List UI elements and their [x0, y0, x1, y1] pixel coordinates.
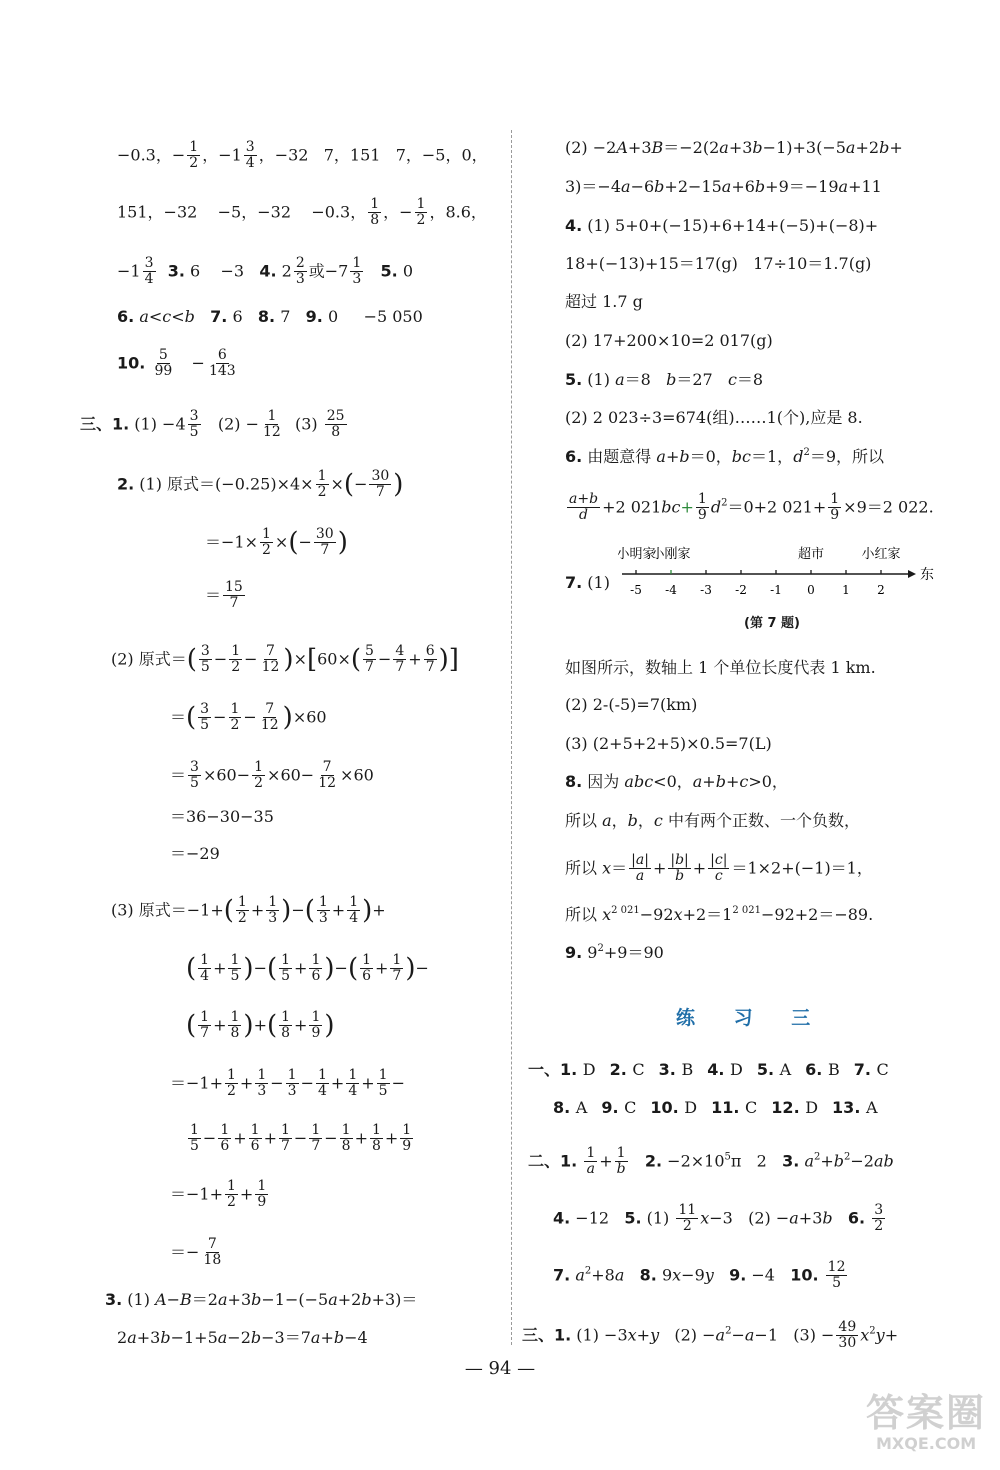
tick-label: -5 [630, 583, 642, 597]
answer-line: ＝−1× $\frac{1}{2}$ ×(− $\frac{30}{7}$ ) [205, 526, 348, 559]
choice-answer: 4. D [707, 1060, 743, 1079]
watermark-url: MXQE.COM [876, 1434, 977, 1453]
answer-line: $\frac{a+b}{d}$ +2 021bc+ $\frac{1}{9}$ $d^2=0+2$ 021+ $\frac{1}{9}$ ×9＝2 022. [569, 491, 934, 524]
choice-answer: 1. D [560, 1060, 596, 1079]
choice-answer: 8. A [553, 1098, 588, 1117]
answer-line: −1 $\frac{3}{4}$ 3. 6 −3 4. 2 $\frac{2}{3}$ 或−7 $\frac{1}{3}$ 5. 0 [117, 255, 414, 288]
choice-answer: 6. B [805, 1060, 840, 1079]
answer-line: 所以 x＝ $\frac{|a|}{a}$ + $\frac{|b|}{b}$ + $\frac{|c|}{c}$ ＝1×2+(−1)＝1， [565, 852, 873, 885]
place-label: 超市 [797, 547, 825, 562]
answer-line: (2) 17+200×10=2 017(g) [565, 331, 773, 350]
answer-line: ＝( $\frac{3}{5}$ − $\frac{1}{2}$ − $\frac{7}{12}$ )×60 [170, 701, 327, 734]
answer-line: 二、1. $\frac{1}{a}$ + $\frac{1}{b}$ 2. $-2\times 10^5\pi$ 2 3. $a^2+b^2-2ab$ [528, 1145, 894, 1178]
answer-line: 6. a<c<b 7. 6 8. 7 9. 0 −5 050 [117, 307, 423, 326]
answer-line: (2) −2A+3B＝−2(2a+3b−1)+3(−5a+2b+ [565, 138, 903, 157]
answer-line: 4. −12 5. (1) $\frac{11}{2}$ x−3 (2) −a+3b 6. $\frac{3}{2}$ [553, 1202, 884, 1235]
answer-line: (2) 2 023÷3=674(组)……1(个),应是 8. [565, 408, 863, 427]
answer-line: 7. (1) [565, 573, 610, 592]
choice-answer: 10. D [650, 1098, 698, 1117]
choice-answer: 11. C [711, 1098, 758, 1117]
section-title: 练 习 三 [676, 1007, 827, 1029]
tick-label: 2 [877, 583, 885, 597]
answer-line: (2) 原式＝( $\frac{3}{5}$ − $\frac{1}{2}$ − $\frac{7}{12}$ )×[60×( $\frac{5}{7}$ − $\frac{4}{7}$ + $\frac{6}{7}$ )] [111, 643, 459, 676]
choice-answer: 2. C [609, 1060, 645, 1079]
watermark-logo: 答案圈 [866, 1391, 987, 1435]
answer-line: 4. (1) 5+0+(−15)+6+14+(−5)+(−8)+ [565, 216, 879, 235]
answer-line: −0.3，− $\frac{1}{2}$ ，−1 $\frac{3}{4}$ ，−32 7，151 7，−5，0， [117, 139, 488, 172]
answer-line: ＝−1+ $\frac{1}{2}$ + $\frac{1}{3}$ − $\frac{1}{3}$ − $\frac{1}{4}$ + $\frac{1}{4}$ + $\frac{1}{5}$ − [170, 1067, 405, 1100]
choice-answer: 9. C [601, 1098, 637, 1117]
answer-line: 6. 由题意得 a+b＝0，bc＝1，$d^2=9$，所以 [565, 447, 884, 466]
answer-line: 所以 $x^{2 021}-92x+2=1^{2 021}-92+2=-89$. [565, 905, 874, 924]
answer-line: 三、1. (1) −4 $\frac{3}{5}$ (2) − $\frac{1}{12}$ (3) $\frac{25}{8}$ [80, 408, 345, 441]
answer-line: ( $\frac{1}{4}$ + $\frac{1}{5}$ )−( $\frac{1}{5}$ + $\frac{1}{6}$ )−( $\frac{1}{6}$ + $\frac{1}{7}$ )− [186, 952, 429, 985]
answer-line: 2. (1) 原式＝(−0.25)×4× $\frac{1}{2}$ ×(− $\frac{30}{7}$ ) [117, 468, 404, 501]
tick-label: -2 [735, 583, 747, 597]
number-line [618, 542, 948, 612]
direction-label: 东 [920, 567, 934, 583]
answer-line: 三、1. (1) −3x+y $(2) -a^2-a-1$ (3) − $\frac{49}{30}$ $x^2y+$ [522, 1319, 899, 1352]
answer-line: 所以 a，b，c 中有两个正数、一个负数， [565, 811, 860, 830]
choice-answer: 3. B [658, 1060, 694, 1079]
answer-line [553, 1100, 892, 1116]
answer-line: ＝ $\frac{3}{5}$ ×60− $\frac{1}{2}$ ×60− $\frac{7}{12}$ ×60 [170, 759, 374, 792]
answer-line: 超过 1.7 g [565, 292, 643, 311]
answer-line: 3. (1) A−B＝2a+3b−1−(−5a+2b+3)＝ [105, 1290, 418, 1309]
answer-line: ＝−1+ $\frac{1}{2}$ + $\frac{1}{9}$ [170, 1178, 267, 1211]
choice-answer: 5. A [756, 1060, 792, 1079]
tick-label: -1 [770, 583, 782, 597]
answer-line: (3) (2+5+2+5)×0.5=7(L) [565, 734, 772, 753]
answer-line: 2a+3b−1+5a−2b−3＝7a+b−4 [117, 1328, 368, 1347]
place-label: 小刚家 [651, 547, 691, 562]
tick-label: -4 [665, 583, 677, 597]
answer-line: 如图所示，数轴上 1 个单位长度代表 1 km. [565, 658, 876, 677]
answer-line: 151，−32 −5，−32 −0.3， $\frac{1}{8}$ ，− $\frac{1}{2}$ ，8.6， [117, 196, 487, 229]
answer-line: ＝− $\frac{7}{18}$ [170, 1236, 222, 1269]
page-number: — 94 — [464, 1358, 536, 1379]
answer-line: ( $\frac{1}{7}$ + $\frac{1}{8}$ )+( $\frac{1}{8}$ + $\frac{1}{9}$ ) [186, 1009, 335, 1042]
answer-line: ＝36−30−35 [170, 807, 274, 826]
figure-caption: (第 7 题) [744, 616, 800, 631]
answer-line: (3) 原式＝−1+( $\frac{1}{2}$ + $\frac{1}{3}$ )−( $\frac{1}{3}$ + $\frac{1}{4}$ )+ [111, 894, 386, 927]
answer-line: 8. 因为 abc<0，a+b+c>0， [565, 772, 788, 791]
choice-answer: 13. A [832, 1098, 878, 1117]
place-label: 小明家 [618, 547, 656, 562]
place-label: 小红家 [861, 547, 901, 562]
answer-line: 18+(−13)+15＝17(g) 17÷10＝1.7(g) [565, 254, 872, 273]
tick-label: -3 [700, 583, 712, 597]
answer-line: ＝ $\frac{15}{7}$ [205, 579, 243, 612]
answer-line: (2) 2-(-5)=7(km) [565, 695, 698, 714]
choice-answer: 12. D [771, 1098, 819, 1117]
tick-label: 0 [807, 583, 815, 597]
answer-line: 一、1. D 2. C 3. B 4. D 5. A 6. B 7. C [528, 1060, 889, 1079]
answer-line: 3)＝−4a−6b+2−15a+6b+9＝−19a+11 [565, 177, 882, 196]
answer-line: 9. $9^2+9=90$ [565, 943, 664, 962]
choice-answer: 7. C [853, 1060, 889, 1079]
answer-line: 7. $a^2+8a$ 8. 9x−9y 9. −4 10. $\frac{12}{5}$ [553, 1259, 846, 1292]
tick-label: 1 [842, 583, 850, 597]
answer-line: 5. (1) a＝8 b＝27 c＝8 [565, 370, 764, 389]
answer-line: ＝−29 [170, 844, 220, 863]
answer-line: 10. $\frac{5}{99}$ − $\frac{6}{143}$ [117, 347, 236, 380]
number-line-figure [618, 542, 948, 616]
answer-line: $\frac{1}{5}$ − $\frac{1}{6}$ + $\frac{1}{6}$ + $\frac{1}{7}$ − $\frac{1}{7}$ − $\frac{1}{8}$ + $\frac{1}{8}$ + $\frac{1}{9}$ [190, 1122, 412, 1155]
watermark [862, 1382, 992, 1462]
column-divider [511, 130, 512, 1345]
